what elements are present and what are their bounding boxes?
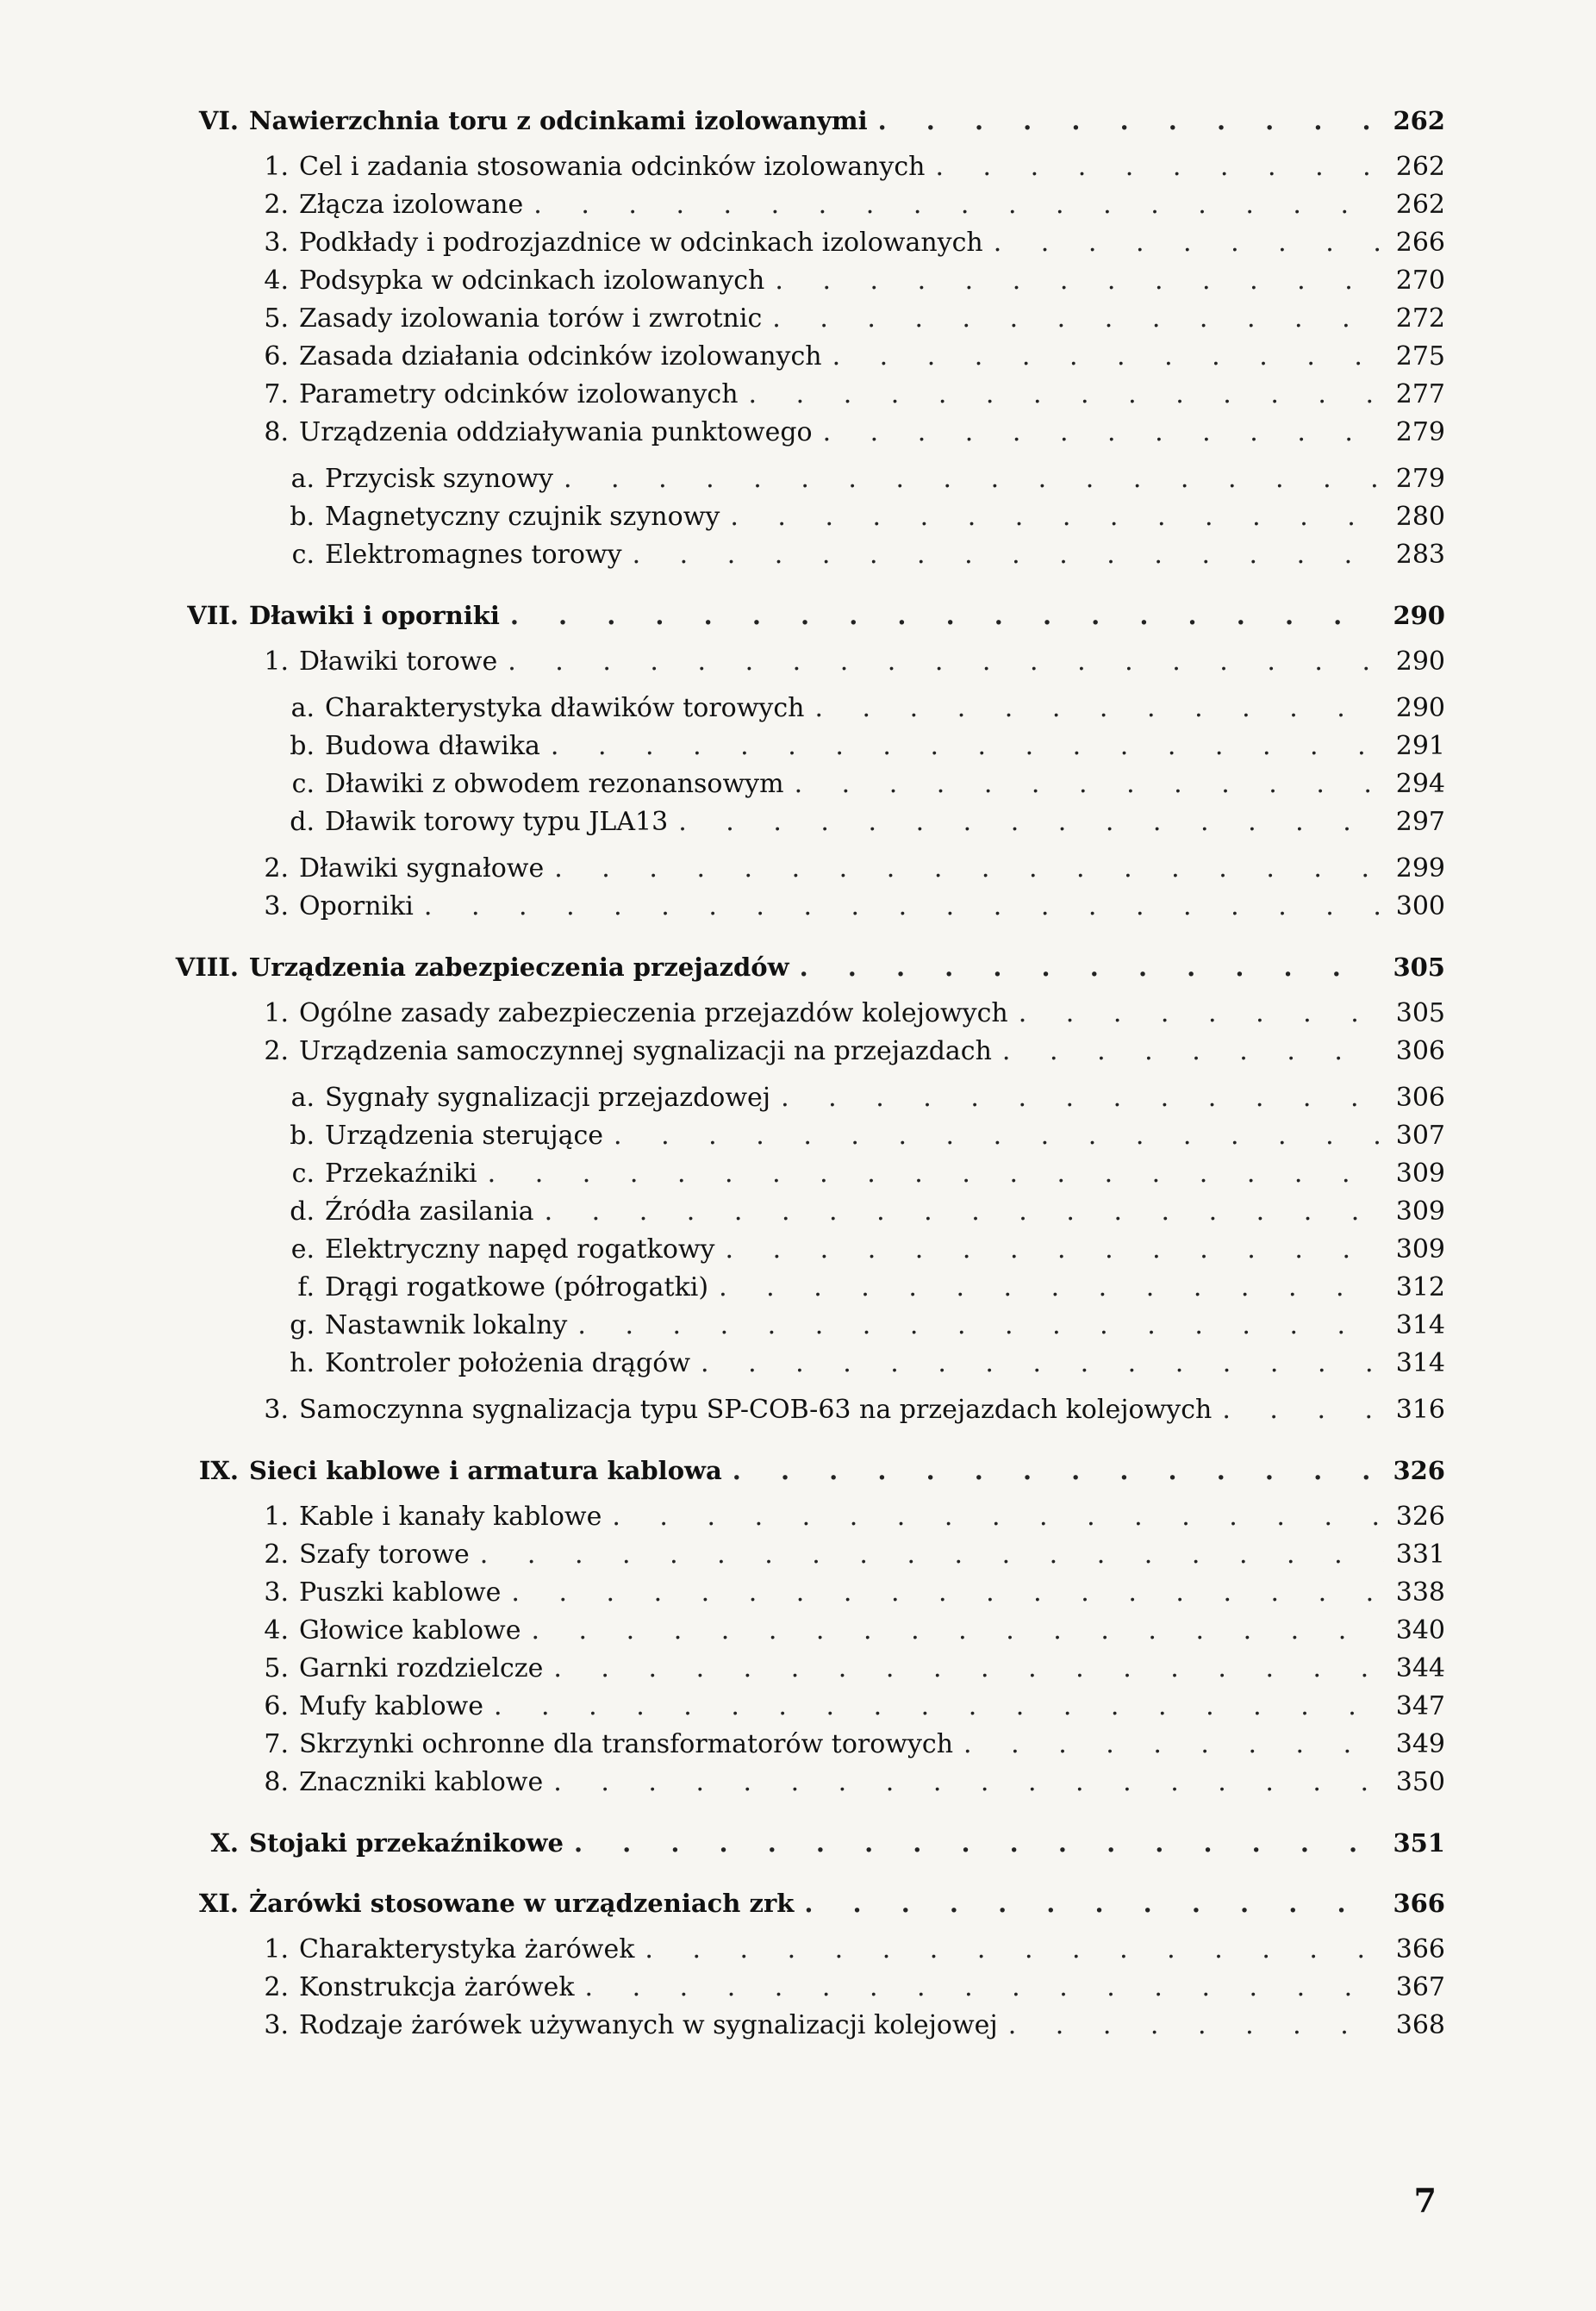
toc-section (159, 1536, 1445, 1574)
toc-section-page: 279 (1395, 417, 1445, 447)
toc-section (159, 376, 1445, 414)
toc-section-page: 347 (1395, 1691, 1445, 1721)
toc-section-title: Kable i kanały kablowe (299, 1502, 602, 1532)
toc-section-number: 1. (264, 998, 289, 1028)
toc-subsection (159, 1079, 1445, 1117)
toc-subsection-number: a. (290, 464, 315, 494)
toc-section-title: Garnki rozdzielcze (299, 1653, 544, 1683)
dot-leader (612, 1498, 1383, 1536)
toc-section-page: 299 (1395, 853, 1445, 884)
dot-leader (1222, 1391, 1383, 1429)
toc-section (159, 186, 1445, 224)
dot-leader (511, 1574, 1383, 1612)
toc-subsection-page: 314 (1395, 1348, 1445, 1378)
toc-section-page: 366 (1395, 1934, 1445, 1964)
toc-subsection-number: c. (291, 769, 315, 799)
toc-section (159, 1650, 1445, 1688)
toc-section-page: 290 (1395, 646, 1445, 677)
dot-leader (424, 888, 1384, 926)
toc-section (159, 262, 1445, 300)
toc-chapter-title: Dławiki i oporniki (249, 601, 500, 630)
toc-subsection-page: 314 (1395, 1310, 1445, 1340)
toc-section-page: 300 (1395, 891, 1445, 921)
toc-chapter-number: XI. (198, 1889, 239, 1918)
toc-section-title: Dławiki torowe (299, 646, 498, 677)
toc-section-number: 5. (264, 1653, 289, 1683)
toc-section (159, 1574, 1445, 1612)
toc-section (159, 1033, 1445, 1071)
toc-chapter-title: Stojaki przekaźnikowe (249, 1828, 564, 1858)
toc-section-title: Mufy kablowe (299, 1691, 483, 1721)
toc-section-page: 367 (1395, 1972, 1445, 2002)
toc-chapter (159, 1884, 1445, 1922)
toc-section-page: 331 (1395, 1540, 1445, 1570)
toc-subsection-number: b. (290, 1121, 315, 1151)
toc-subsection-title: Budowa dławika (325, 731, 540, 761)
toc-section-title: Podkłady i podrozjazdnice w odcinkach izolowanych (299, 228, 983, 258)
dot-leader (963, 1726, 1384, 1764)
toc-section-title: Samoczynna sygnalizacja typu SP-COB-63 na przejazdach kolejowych (299, 1395, 1213, 1425)
dot-leader (994, 224, 1384, 262)
toc-section (159, 148, 1445, 186)
toc-section-number: 2. (264, 1540, 289, 1570)
toc-section-page: 349 (1395, 1729, 1445, 1759)
toc-section (159, 1969, 1445, 2007)
toc-section-number: 3. (264, 1395, 289, 1425)
toc-section (159, 888, 1445, 926)
dot-leader (814, 690, 1383, 728)
toc-section-title: Szafy torowe (299, 1540, 470, 1570)
toc-section-title: Głowice kablowe (299, 1615, 521, 1646)
toc-subsection-page: 279 (1395, 464, 1445, 494)
toc-subsection-title: Elektromagnes torowy (325, 540, 622, 570)
toc-section-title: Konstrukcja żarówek (299, 1972, 575, 2002)
toc-subsection-page: 306 (1395, 1083, 1445, 1113)
toc-section-number: 3. (264, 891, 289, 921)
dot-leader (480, 1536, 1384, 1574)
toc-subsection (159, 498, 1445, 536)
toc-chapter-page: 366 (1393, 1889, 1445, 1918)
toc-section-page: 262 (1395, 190, 1445, 220)
toc-section-number: 4. (264, 1615, 289, 1646)
toc-chapter (159, 1824, 1445, 1862)
toc-subsection-title: Drągi rogatkowe (półrogatki) (325, 1272, 709, 1302)
toc-section-number: 2. (264, 853, 289, 884)
toc-section-title: Urządzenia oddziaływania punktowego (299, 417, 813, 447)
toc-subsection (159, 1231, 1445, 1269)
dot-leader (545, 1193, 1384, 1231)
dot-leader (726, 1231, 1384, 1269)
toc-section-page: 266 (1395, 228, 1445, 258)
dot-leader (935, 148, 1383, 186)
dot-leader (1008, 2007, 1384, 2045)
toc-section (159, 1498, 1445, 1536)
toc-section-number: 7. (264, 379, 289, 409)
toc-section-number: 3. (264, 1577, 289, 1608)
toc-subsection-number: d. (290, 807, 315, 837)
toc-subsection-page: 309 (1395, 1159, 1445, 1189)
toc-section-title: Zasada działania odcinków izolowanych (299, 341, 822, 372)
dot-leader (719, 1269, 1384, 1307)
toc-subsection-page: 297 (1395, 807, 1445, 837)
toc-chapter (159, 596, 1445, 634)
toc-subsection (159, 1307, 1445, 1345)
toc-chapter (159, 1452, 1445, 1490)
toc-subsection-page: 309 (1395, 1234, 1445, 1265)
toc-section (159, 2007, 1445, 2045)
toc-section-number: 4. (264, 265, 289, 296)
toc-section-title: Parametry odcinków izolowanych (299, 379, 739, 409)
toc-section-number: 8. (264, 417, 289, 447)
toc-subsection-page: 309 (1395, 1196, 1445, 1227)
toc-section-page: 340 (1395, 1615, 1445, 1646)
toc-section (159, 414, 1445, 452)
toc-section-page: 350 (1395, 1767, 1445, 1797)
toc-section-title: Oporniki (299, 891, 414, 921)
dot-leader (585, 1969, 1384, 2007)
toc-subsection-number: f. (297, 1272, 315, 1302)
toc-subsection (159, 1117, 1445, 1155)
toc-subsection-number: c. (291, 540, 315, 570)
toc-subsection-title: Charakterystyka dławików torowych (325, 693, 805, 723)
toc-subsection (159, 765, 1445, 803)
toc-section-title: Ogólne zasady zabezpieczenia przejazdów kolejowych (299, 998, 1008, 1028)
toc-section-page: 368 (1395, 2010, 1445, 2040)
toc-section-number: 6. (264, 1691, 289, 1721)
toc-subsection (159, 1155, 1445, 1193)
dot-leader (749, 376, 1384, 414)
dot-leader (510, 596, 1381, 634)
toc-section (159, 338, 1445, 376)
dot-leader (878, 102, 1381, 140)
table-of-contents (159, 102, 1445, 2045)
page-number: 7 (1413, 2181, 1437, 2220)
toc-subsection (159, 460, 1445, 498)
toc-subsection-number: a. (290, 693, 315, 723)
toc-section-number: 3. (264, 2010, 289, 2040)
dot-leader (488, 1155, 1384, 1193)
toc-section-title: Charakterystyka żarówek (299, 1934, 635, 1964)
toc-section-number: 1. (264, 1502, 289, 1532)
toc-section-title: Rodzaje żarówek używanych w sygnalizacji kolejowej (299, 2010, 998, 2040)
toc-section (159, 1764, 1445, 1802)
toc-section (159, 850, 1445, 888)
dot-leader (508, 643, 1384, 681)
toc-subsection-title: Sygnały sygnalizacji przejazdowej (325, 1083, 771, 1113)
toc-section (159, 1391, 1445, 1429)
dot-leader (678, 803, 1384, 841)
dot-leader (531, 1612, 1383, 1650)
toc-subsection-number: b. (290, 731, 315, 761)
toc-section (159, 224, 1445, 262)
toc-chapter-number: X. (210, 1828, 239, 1858)
toc-subsection (159, 1269, 1445, 1307)
toc-subsection-page: 283 (1395, 540, 1445, 570)
toc-subsection-page: 291 (1395, 731, 1445, 761)
toc-section (159, 1688, 1445, 1726)
toc-section-title: Cel i zadania stosowania odcinków izolowanych (299, 152, 926, 182)
toc-chapter-number: IX. (198, 1456, 239, 1485)
toc-subsection (159, 536, 1445, 574)
toc-subsection-title: Urządzenia sterujące (325, 1121, 604, 1151)
dot-leader (733, 1452, 1381, 1490)
toc-chapter-title: Sieci kablowe i armatura kablowa (249, 1456, 722, 1485)
toc-section-number: 5. (264, 303, 289, 334)
toc-chapter-title: Żarówki stosowane w urządzeniach zrk (249, 1889, 795, 1918)
toc-subsection (159, 728, 1445, 765)
toc-subsection (159, 690, 1445, 728)
toc-subsection-number: c. (291, 1159, 315, 1189)
toc-subsection-number: d. (290, 1196, 315, 1227)
toc-section (159, 1612, 1445, 1650)
toc-subsection-title: Źródła zasilania (325, 1196, 534, 1227)
dot-leader (574, 1824, 1381, 1862)
toc-subsection (159, 1193, 1445, 1231)
toc-section-number: 2. (264, 190, 289, 220)
toc-section-title: Złącza izolowane (299, 190, 524, 220)
toc-section-page: 316 (1395, 1395, 1445, 1425)
toc-subsection-title: Dławik torowy typu JLA13 (325, 807, 669, 837)
toc-subsection-number: h. (290, 1348, 315, 1378)
dot-leader (533, 186, 1383, 224)
toc-chapter-title: Urządzenia zabezpieczenia przejazdów (249, 953, 789, 982)
toc-chapter (159, 102, 1445, 140)
dot-leader (577, 1307, 1383, 1345)
toc-section (159, 1726, 1445, 1764)
toc-section-title: Znaczniki kablowe (299, 1767, 544, 1797)
dot-leader (614, 1117, 1384, 1155)
dot-leader (551, 728, 1384, 765)
dot-leader (775, 262, 1383, 300)
toc-section-page: 306 (1395, 1036, 1445, 1066)
toc-section-title: Skrzynki ochronne dla transformatorów torowych (299, 1729, 954, 1759)
dot-leader (553, 1764, 1383, 1802)
toc-section-number: 2. (264, 1972, 289, 2002)
toc-section-title: Podsypka w odcinkach izolowanych (299, 265, 765, 296)
toc-section-page: 275 (1395, 341, 1445, 372)
dot-leader (553, 1650, 1383, 1688)
toc-chapter (159, 948, 1445, 986)
toc-chapter-page: 262 (1393, 106, 1445, 135)
toc-chapter-number: VIII. (175, 953, 239, 982)
toc-subsection-number: g. (290, 1310, 315, 1340)
toc-chapter-page: 305 (1393, 953, 1445, 982)
toc-subsection-page: 280 (1395, 502, 1445, 532)
dot-leader (781, 1079, 1384, 1117)
dot-leader (804, 1884, 1381, 1922)
dot-leader (633, 536, 1384, 574)
toc-subsection-title: Elektryczny napęd rogatkowy (325, 1234, 715, 1265)
toc-chapter-page: 351 (1393, 1828, 1445, 1858)
toc-subsection-title: Dławiki z obwodem rezonansowym (325, 769, 784, 799)
toc-chapter-page: 326 (1393, 1456, 1445, 1485)
toc-section-page: 326 (1395, 1502, 1445, 1532)
toc-subsection (159, 1345, 1445, 1383)
toc-subsection-title: Magnetyczny czujnik szynowy (325, 502, 720, 532)
dot-leader (795, 765, 1384, 803)
toc-subsection (159, 803, 1445, 841)
dot-leader (730, 498, 1383, 536)
dot-leader (645, 1931, 1383, 1969)
toc-chapter-number: VII. (187, 601, 239, 630)
dot-leader (494, 1688, 1384, 1726)
toc-section-page: 277 (1395, 379, 1445, 409)
dot-leader (800, 948, 1381, 986)
toc-chapter-page: 290 (1393, 601, 1445, 630)
dot-leader (1002, 1033, 1384, 1071)
toc-subsection-title: Przekaźniki (325, 1159, 477, 1189)
dot-leader (554, 850, 1384, 888)
toc-section-number: 2. (264, 1036, 289, 1066)
dot-leader (701, 1345, 1384, 1383)
dot-leader (772, 300, 1383, 338)
toc-section-page: 338 (1395, 1577, 1445, 1608)
dot-leader (823, 414, 1384, 452)
toc-section (159, 643, 1445, 681)
toc-subsection-title: Kontroler położenia drągów (325, 1348, 690, 1378)
toc-section-page: 344 (1395, 1653, 1445, 1683)
toc-section-number: 3. (264, 228, 289, 258)
dot-leader (832, 338, 1384, 376)
toc-section-page: 305 (1395, 998, 1445, 1028)
toc-section-title: Urządzenia samoczynnej sygnalizacji na przejazdach (299, 1036, 992, 1066)
dot-leader (1019, 995, 1384, 1033)
toc-section-page: 272 (1395, 303, 1445, 334)
toc-section-number: 6. (264, 341, 289, 372)
toc-section (159, 300, 1445, 338)
toc-subsection-page: 290 (1395, 693, 1445, 723)
dot-leader (564, 460, 1384, 498)
toc-section-page: 270 (1395, 265, 1445, 296)
toc-section-title: Dławiki sygnałowe (299, 853, 545, 884)
toc-section-number: 7. (264, 1729, 289, 1759)
toc-section-number: 1. (264, 646, 289, 677)
toc-section-page: 262 (1395, 152, 1445, 182)
toc-subsection-page: 312 (1395, 1272, 1445, 1302)
toc-section-number: 8. (264, 1767, 289, 1797)
toc-section (159, 1931, 1445, 1969)
toc-section-number: 1. (264, 152, 289, 182)
toc-subsection-page: 294 (1395, 769, 1445, 799)
toc-subsection-number: a. (290, 1083, 315, 1113)
toc-subsection-page: 307 (1395, 1121, 1445, 1151)
toc-subsection-number: b. (290, 502, 315, 532)
toc-chapter-title: Nawierzchnia toru z odcinkami izolowanymi (249, 106, 868, 135)
toc-subsection-number: e. (290, 1234, 315, 1265)
toc-subsection-title: Nastawnik lokalny (325, 1310, 568, 1340)
toc-section-number: 1. (264, 1934, 289, 1964)
toc-section-title: Zasady izolowania torów i zwrotnic (299, 303, 763, 334)
toc-subsection-title: Przycisk szynowy (325, 464, 553, 494)
toc-section-title: Puszki kablowe (299, 1577, 502, 1608)
toc-section (159, 995, 1445, 1033)
toc-chapter-number: VI. (198, 106, 239, 135)
